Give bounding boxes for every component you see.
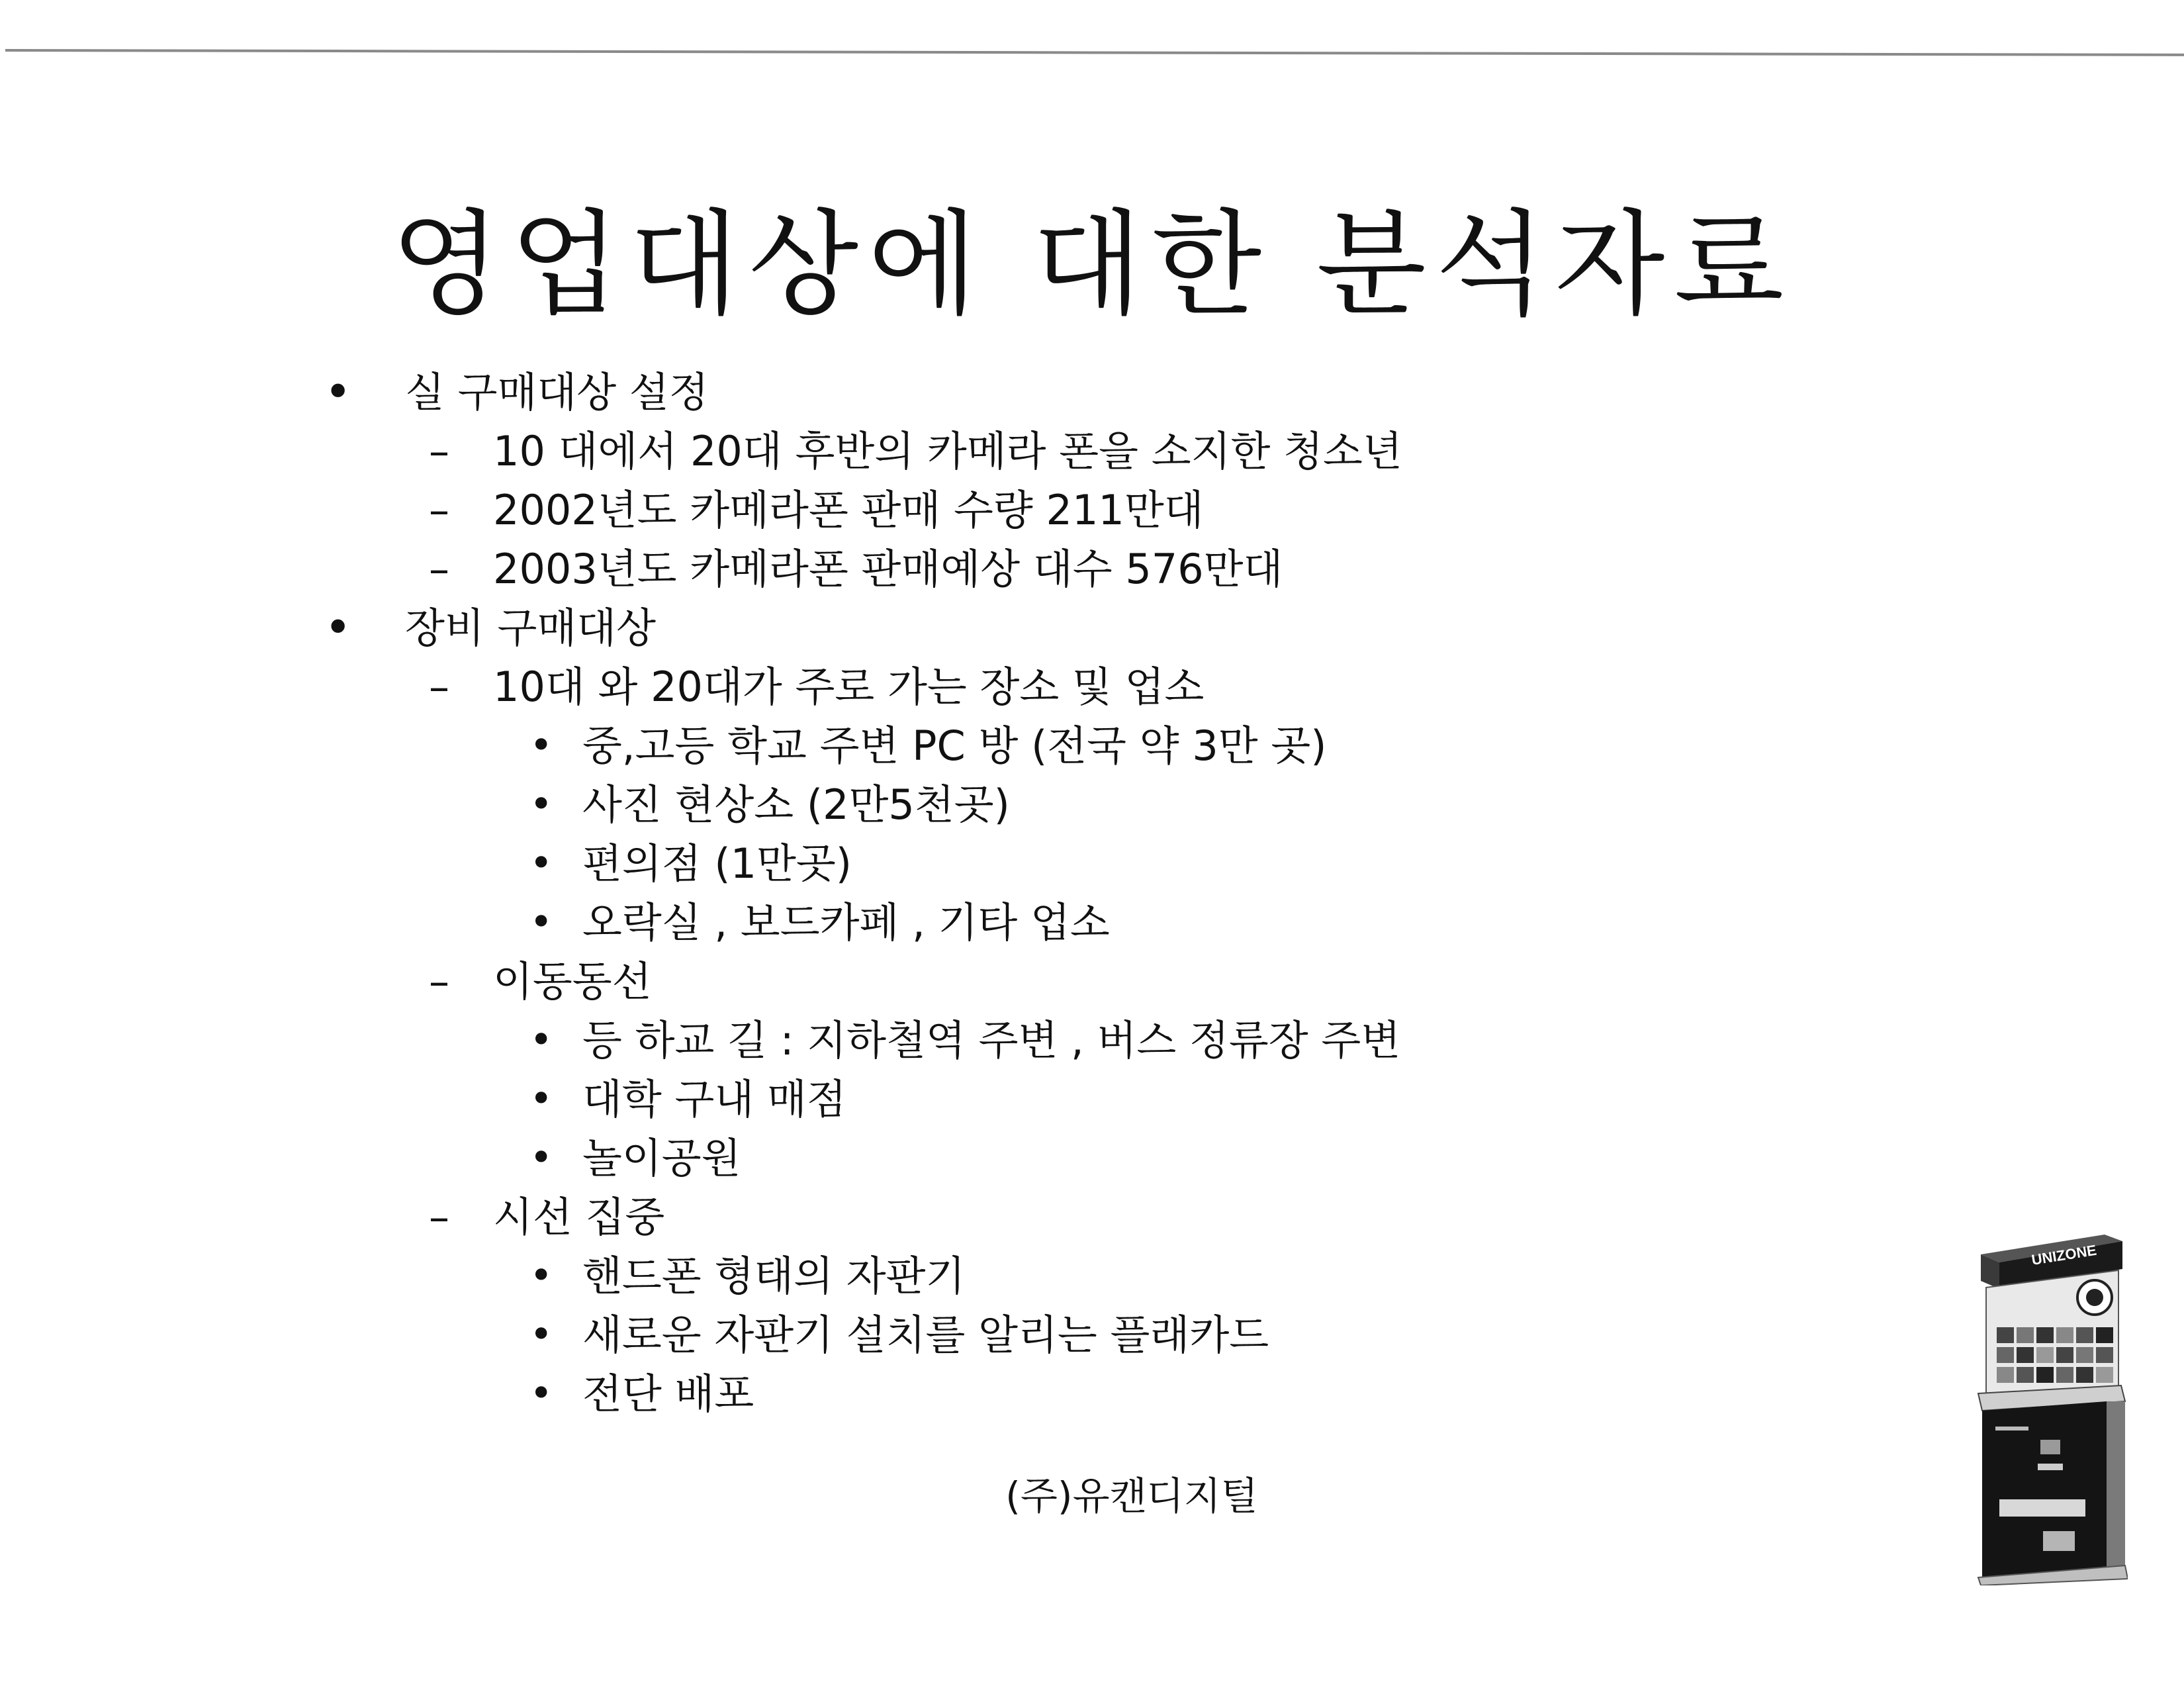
outline-item-text: 새로운 자판기 설치를 알리는 플래카드 <box>582 1311 1269 1359</box>
outline-item-level-3 <box>0 834 1721 893</box>
slide-title: 영업대상에 대한 분석자료 <box>390 198 1794 331</box>
outline-item-text: 등 하교 길 : 지하철역 주변 , 버스 정류장 주변 <box>582 1016 1401 1064</box>
outline-item-text: 10 대에서 20대 후반의 카메라 폰을 소지한 청소년 <box>493 427 1402 475</box>
outline-item-level-1 <box>0 363 1721 422</box>
bullet-marker: • <box>529 1017 553 1063</box>
company-name: (주)유캔디지털 <box>1005 1474 1258 1519</box>
bullet-marker: • <box>324 365 352 419</box>
outline-item-level-2 <box>0 952 1721 1011</box>
bullet-marker: • <box>529 1135 553 1181</box>
dash-marker: – <box>429 1193 449 1241</box>
outline-item-level-3 <box>0 1070 1721 1129</box>
outline-item-text: 이동동선 <box>493 957 652 1006</box>
photo-vending-machine-icon <box>1969 1228 2128 1585</box>
bullet-marker: • <box>529 1311 553 1358</box>
outline-item-level-3 <box>0 1129 1721 1188</box>
dash-marker: – <box>429 427 449 475</box>
outline-item-level-2 <box>0 539 1721 598</box>
bullet-marker: • <box>529 722 553 769</box>
bullet-marker: • <box>529 899 553 945</box>
scan-border-line <box>5 49 2184 56</box>
outline-item-text: 오락실 , 보드카페 , 기타 업소 <box>582 898 1110 947</box>
dash-marker: – <box>429 663 449 711</box>
outline-item-text: 장비 구매대상 <box>405 604 657 652</box>
outline-item-level-3 <box>0 893 1721 952</box>
outline-item-level-1 <box>0 598 1721 657</box>
outline-item-level-3 <box>0 775 1721 834</box>
outline-item-level-2 <box>0 481 1721 539</box>
bullet-marker: • <box>324 600 352 655</box>
outline-item-text: 편의점 (1만곳) <box>582 839 852 888</box>
outline-item-level-2 <box>0 657 1721 716</box>
outline-item-level-3 <box>0 1246 1721 1305</box>
outline-item-level-3 <box>0 716 1721 775</box>
outline-item-text: 전단 배포 <box>582 1370 754 1418</box>
outline-item-text: 시선 집중 <box>493 1193 665 1241</box>
outline-item-level-2 <box>0 1188 1721 1246</box>
outline-item-text: 핸드폰 형태의 자판기 <box>582 1252 966 1300</box>
outline-item-level-2 <box>0 422 1721 481</box>
outline-item-level-3 <box>0 1305 1721 1364</box>
outline-item-text: 대학 구내 매점 <box>582 1075 846 1123</box>
outline-item-level-3 <box>0 1011 1721 1070</box>
bullet-marker: • <box>529 840 553 886</box>
outline-item-text: 중,고등 학교 주변 PC 방 (전국 약 3만 곳) <box>582 722 1327 770</box>
outline-item-text: 실 구매대상 설정 <box>405 368 709 416</box>
bullet-marker: • <box>529 1370 553 1417</box>
outline-item-text: 2002년도 카메라폰 판매 수량 211만대 <box>493 486 1204 534</box>
outline-item-text: 10대 와 20대가 주로 가는 장소 및 업소 <box>493 663 1205 711</box>
outline-list <box>0 363 1721 1423</box>
bullet-marker: • <box>529 1252 553 1299</box>
bullet-marker: • <box>529 1076 553 1122</box>
outline-item-text: 2003년도 카메라폰 판매예상 대수 576만대 <box>493 545 1283 593</box>
machine-brand: UNIZONE <box>2030 1241 2098 1268</box>
dash-marker: – <box>429 957 449 1006</box>
outline-item-level-3 <box>0 1364 1721 1423</box>
outline-item-text: 놀이공원 <box>582 1134 741 1182</box>
dash-marker: – <box>429 545 449 593</box>
dash-marker: – <box>429 486 449 534</box>
outline-item-text: 사진 현상소 (2만5천곳) <box>582 780 1010 829</box>
bullet-marker: • <box>529 781 553 827</box>
